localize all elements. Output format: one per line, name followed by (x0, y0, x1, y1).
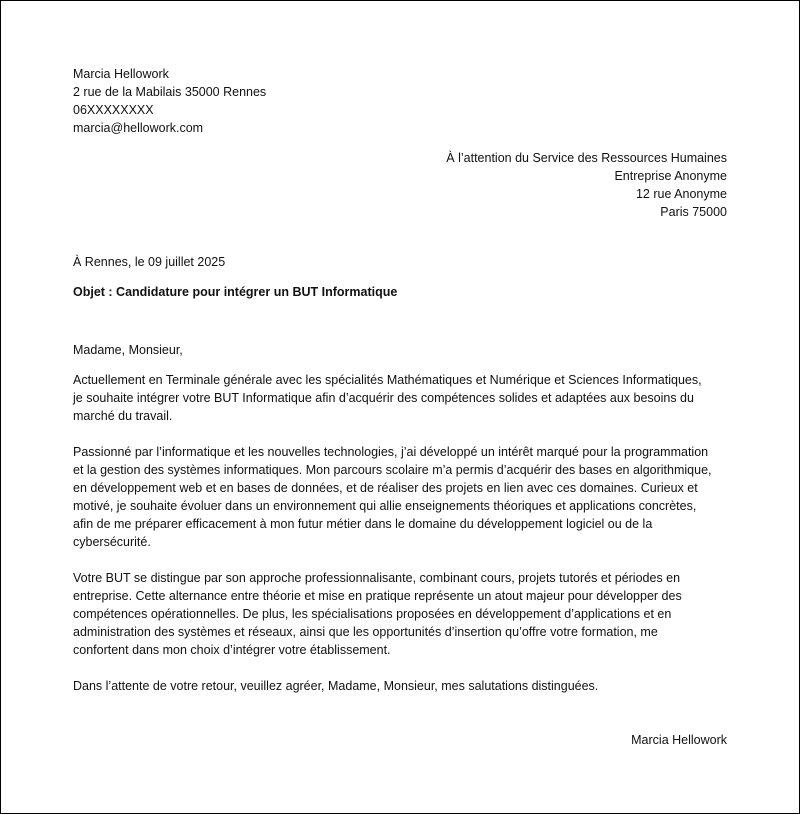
paragraph-line: Dans l’attente de votre retour, veuillez agréer, Madame, Monsieur, mes salutations distinguées. (73, 679, 599, 693)
signature: Marcia Hellowork (631, 733, 727, 747)
paragraph-line: cybersécurité. (73, 535, 151, 549)
recipient-company: Entreprise Anonyme (614, 169, 727, 183)
salutation: Madame, Monsieur, (73, 343, 183, 357)
paragraph-line: en développement web et en bases de données, et de réaliser des projets en lien avec ces domaines. Curieux et (73, 481, 698, 495)
paragraph-line: motivé, je souhaite évoluer dans un environnement qui allie enseignements théoriques et applications concrètes, (73, 499, 697, 513)
body-paragraph-4 (73, 677, 729, 695)
paragraph-line: et la gestion des systèmes informatiques. Mon parcours scolaire m’a permis d’acquérir des bases en algorithmique, (73, 463, 712, 477)
subject-line: Objet : Candidature pour intégrer un BUT Informatique (73, 285, 398, 299)
paragraph-line: entreprise. Cette alternance entre théorie et mise en pratique représente un atout majeur pour développer des (73, 589, 682, 603)
paragraph-line: Votre BUT se distingue par son approche professionnalisante, combinant cours, projets tutorés et périodes en (73, 571, 681, 585)
sender-address: 2 rue de la Mabilais 35000 Rennes (73, 85, 267, 99)
recipient-street: 12 rue Anonyme (635, 187, 727, 201)
recipient-attention: À l’attention du Service des Ressources Humaines (446, 151, 727, 165)
paragraph-line: Actuellement en Terminale générale avec les spécialités Mathématiques et Numérique et Sciences Informatiques, (73, 373, 702, 387)
paragraph-line: administration des systèmes et réseaux, ainsi que les opportunités d’insertion qu’offre votre formation, me (73, 625, 658, 639)
sender-email: marcia@hellowork.com (73, 121, 204, 135)
date-line: À Rennes, le 09 juillet 2025 (73, 255, 226, 269)
paragraph-line: confortent dans mon choix d’intégrer votre établissement. (73, 643, 391, 657)
paragraph-line: afin de me préparer efficacement à mon futur métier dans le domaine du développement logiciel ou de la (73, 517, 653, 531)
body-paragraph-1 (73, 371, 729, 425)
body-paragraph-3 (73, 569, 729, 659)
paragraph-line: marché du travail. (73, 409, 173, 423)
recipient-city: Paris 75000 (660, 205, 727, 219)
paragraph-line: je souhaite intégrer votre BUT Informatique afin d’acquérir des compétences solides et adaptées aux besoins du (73, 391, 694, 405)
sender-name: Marcia Hellowork (73, 67, 169, 81)
paragraph-line: Passionné par l’informatique et les nouvelles technologies, j’ai développé un intérêt marqué pour la programmation (73, 445, 709, 459)
sender-phone: 06XXXXXXXX (73, 103, 154, 117)
body-paragraph-2 (73, 443, 729, 551)
paragraph-line: compétences opérationnelles. De plus, les spécialisations proposées en développement d’applications et en (73, 607, 672, 621)
